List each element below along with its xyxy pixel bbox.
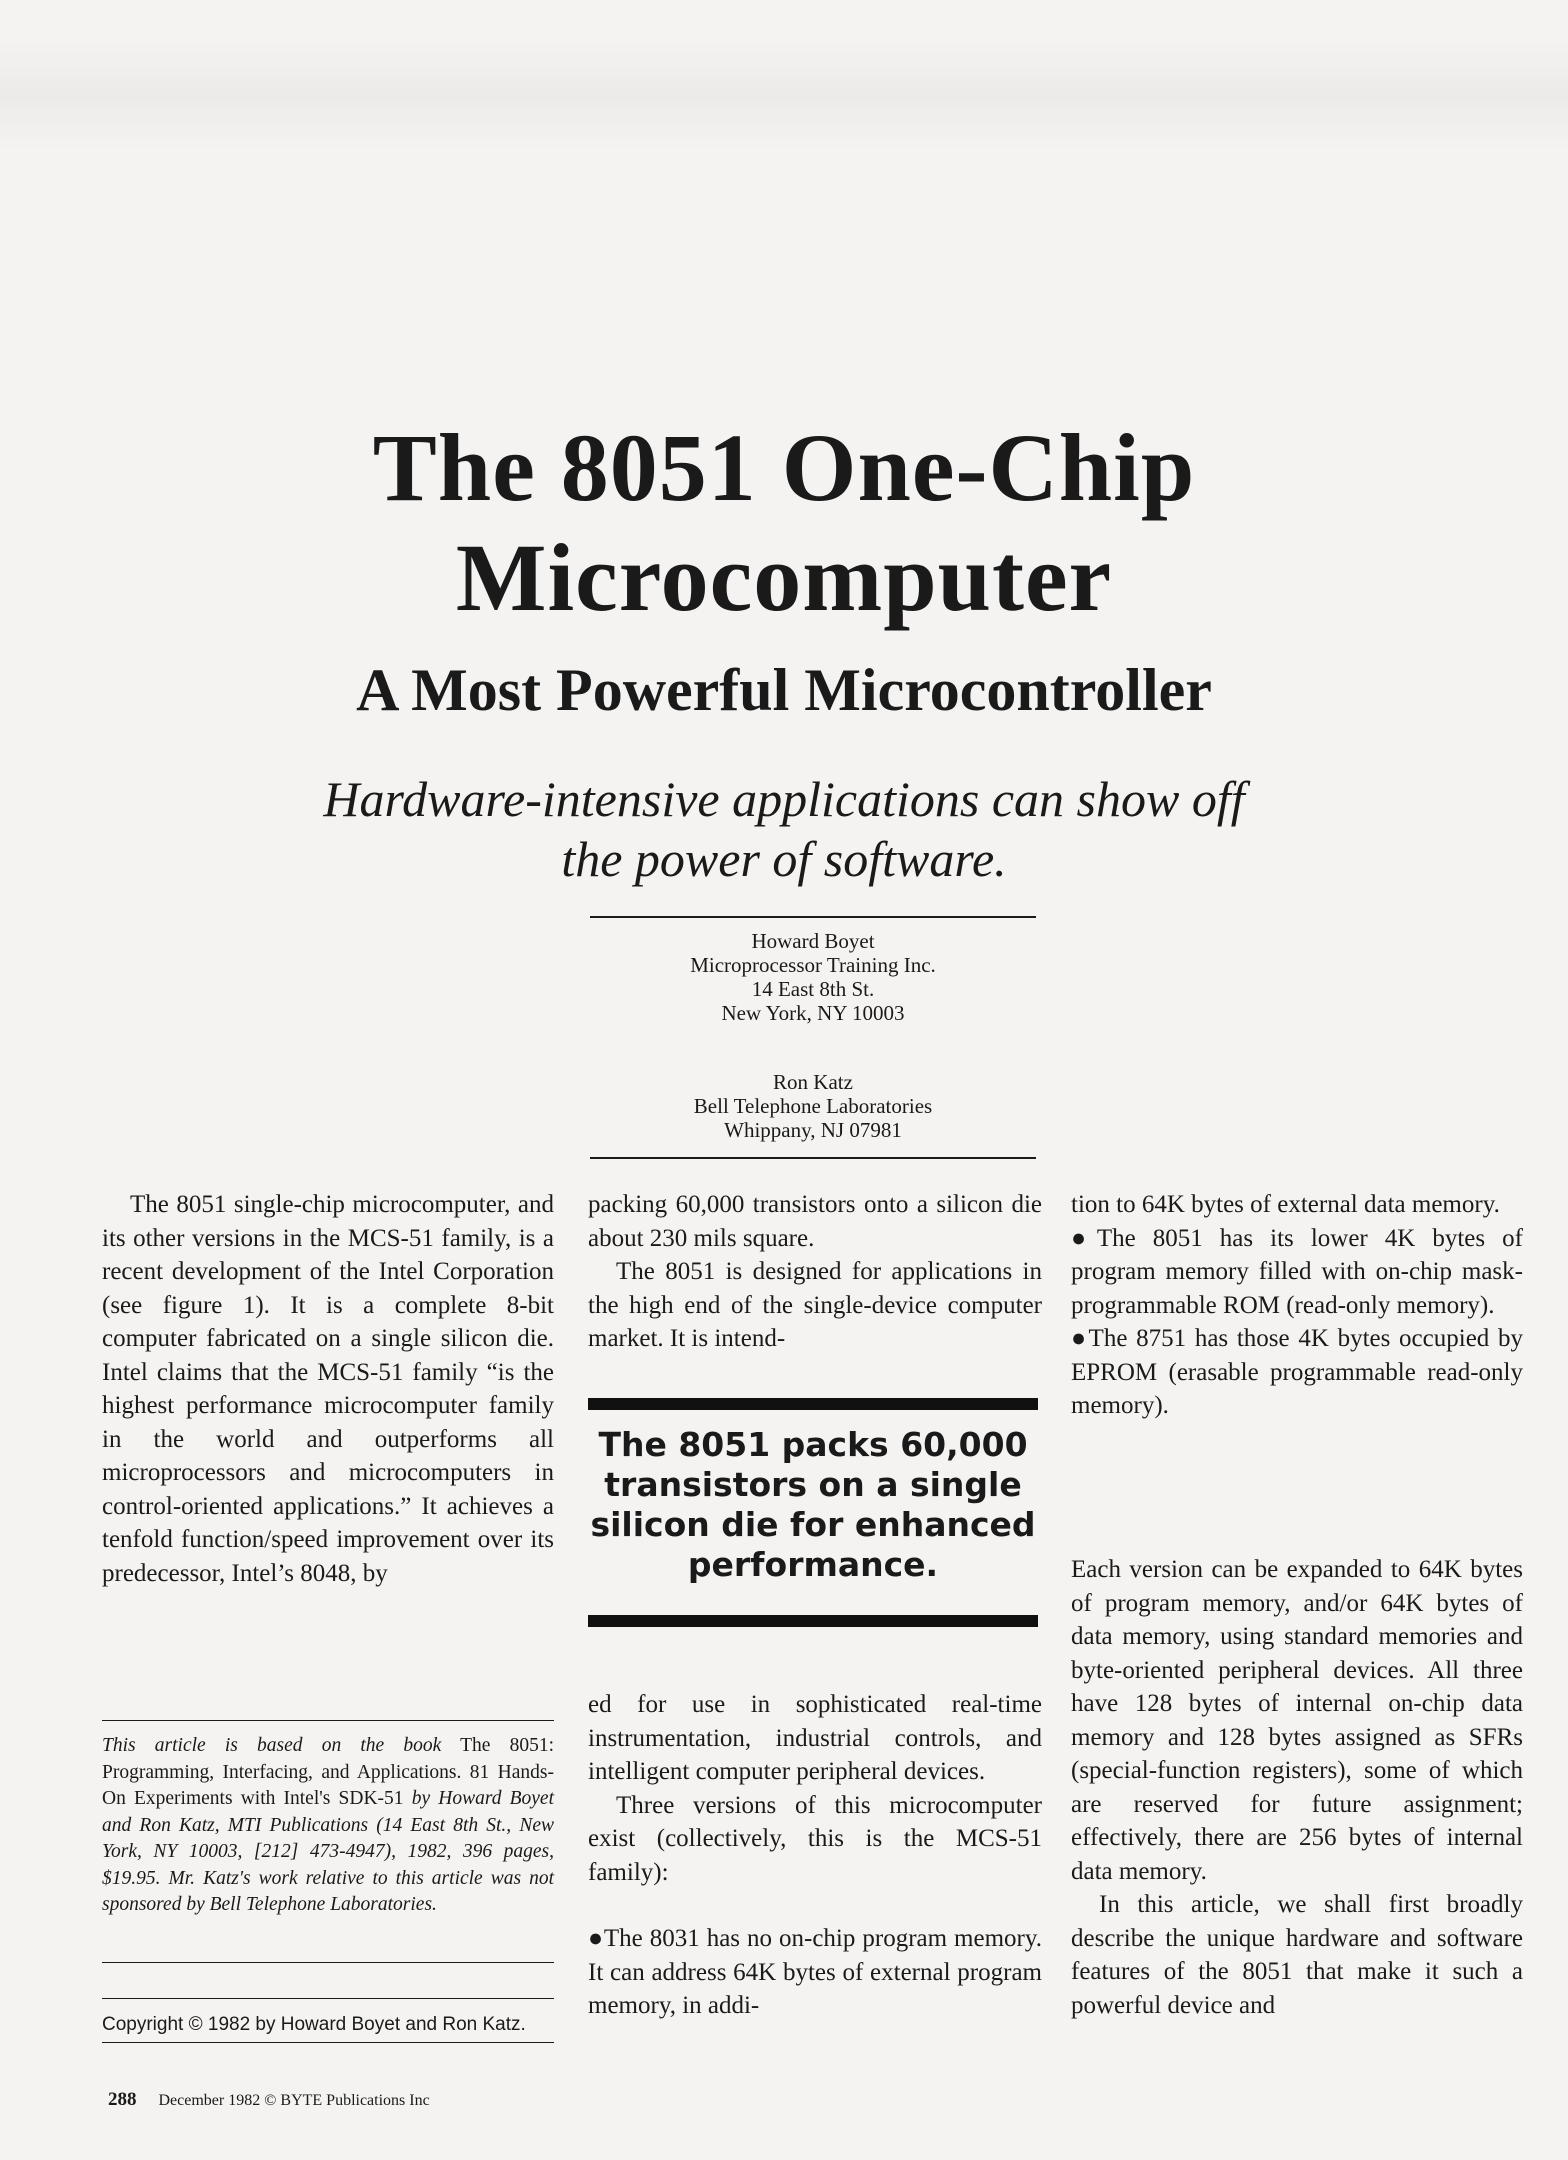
deck-line-2: the power of software. <box>561 831 1007 887</box>
pullquote-bar-top <box>588 1398 1038 1410</box>
author-rule-top <box>590 916 1036 918</box>
paragraph: In this article, we shall first broadly describe the unique hardware and software features of the 8051 that make it such a powerful device and <box>1071 1891 1523 2019</box>
author-address: 14 East 8th St. <box>751 977 875 1001</box>
author-block-katz <box>590 1070 1036 1142</box>
page-footer <box>108 2090 808 2111</box>
author-name: Ron Katz <box>773 1070 853 1094</box>
paragraph: The 8051 single-chip microcomputer, and its other versions in the MCS-51 family, is a recent development of the Intel Corporation (see figure 1). It is a complete 8-bit computer fabricated on a single silicon die. Intel claims that the MCS-51 family “is the highest performance microcomputer family in the world and outperforms all microprocessors and microcomputers in control-oriented applications.” It achieves a tenfold function/speed improvement over its predecessor, Intel’s 8048, by <box>102 1191 554 1587</box>
issue-line: December 1982 © BYTE Publications Inc <box>158 2092 430 2109</box>
footnote-lead: This article is based on the book <box>102 1735 442 1756</box>
article-title-line-2: Microcomputer <box>455 524 1113 631</box>
paragraph: tion to 64K bytes of external data memory. <box>1071 1191 1500 1218</box>
faded-header-artifact <box>0 40 1568 150</box>
bullet-item: ●The 8051 has its lower 4K bytes of program memory filled with on-chip mask-programmable ROM (read-only memory). <box>1071 1224 1523 1319</box>
author-address: Whippany, NJ 07981 <box>724 1118 902 1142</box>
paragraph: The 8051 is designed for applications in the high end of the single-device computer market. It is intend- <box>588 1258 1042 1352</box>
footnote-rule <box>102 1720 554 1721</box>
pullquote: The 8051 packs 60,000 transistors on a single silicon die for enhanced performance. <box>590 1425 1036 1584</box>
bullet-item: ●The 8751 has those 4K bytes occupied by EPROM (erasable programmable read-only memory). <box>1071 1325 1523 1419</box>
author-name: Howard Boyet <box>751 929 875 953</box>
body-column-1 <box>102 1188 554 1590</box>
page-number: 288 <box>108 2089 137 2110</box>
paragraph: ed for use in sophisticated real-time instrumentation, industrial controls, and intelligent computer peripheral devices. <box>588 1691 1042 1785</box>
paragraph: Each version can be expanded to 64K bytes of program memory, and/or 64K bytes of data memory, using standard memories and byte-oriented peripheral devices. All three have 128 bytes of internal on-chip data memory and 128 bytes assigned as SFRs (special-function registers), some of which are reserved for future assignment; effectively, there are 256 bytes of internal data memory. <box>1071 1556 1523 1885</box>
footnote-note: Mr. Katz's work relative to this article was not sponsored by Bell Telephone Laboratories. <box>102 1867 554 1915</box>
article-title-line-1: The 8051 One-Chip <box>372 414 1196 521</box>
paragraph: Three versions of this microcomputer exist (collectively, this is the MCS-51 family): <box>588 1791 1042 1886</box>
bullet-item: ●The 8031 has no on-chip program memory. It can address 64K bytes of external program memory, in addi- <box>588 1925 1042 2019</box>
footnote-rule <box>102 2042 554 2043</box>
author-org: Microprocessor Training Inc. <box>690 953 936 977</box>
body-column-2-top <box>588 1188 1042 1356</box>
author-rule-bottom <box>590 1157 1036 1159</box>
author-org: Bell Telephone Laboratories <box>693 1094 933 1118</box>
copyright-notice: Copyright © 1982 by Howard Boyet and Ron Katz. <box>102 2014 526 2035</box>
body-column-2-bottom <box>588 1688 1042 2023</box>
pullquote-bar-bottom <box>588 1615 1038 1627</box>
footnote-rule <box>102 1998 554 1999</box>
footnote-publisher: by Howard Boyet and Ron Katz, MTI Publications (14 East 8th St., New York, NY 10003, [212] 473-4947), 1982, 396 pages, $19.95. <box>102 1788 554 1889</box>
footnote-rule <box>102 1962 554 1963</box>
body-column-3-bottom <box>1071 1553 1523 2022</box>
article-subtitle: A Most Powerful Microcontroller <box>356 657 1212 723</box>
author-block-boyet <box>590 929 1036 1025</box>
body-column-3-top <box>1071 1188 1523 1423</box>
footnote <box>102 1733 554 1919</box>
author-address: New York, NY 10003 <box>721 1001 905 1025</box>
footnote-book-title: The 8051: Programming, Interfacing, and Applications. 81 Hands-On Experiments with Intel's SDK-51 <box>102 1735 554 1809</box>
paragraph: packing 60,000 transistors onto a silicon die about 230 mils square. <box>588 1191 1042 1252</box>
deck-line-1: Hardware-intensive applications can show off <box>323 771 1245 827</box>
